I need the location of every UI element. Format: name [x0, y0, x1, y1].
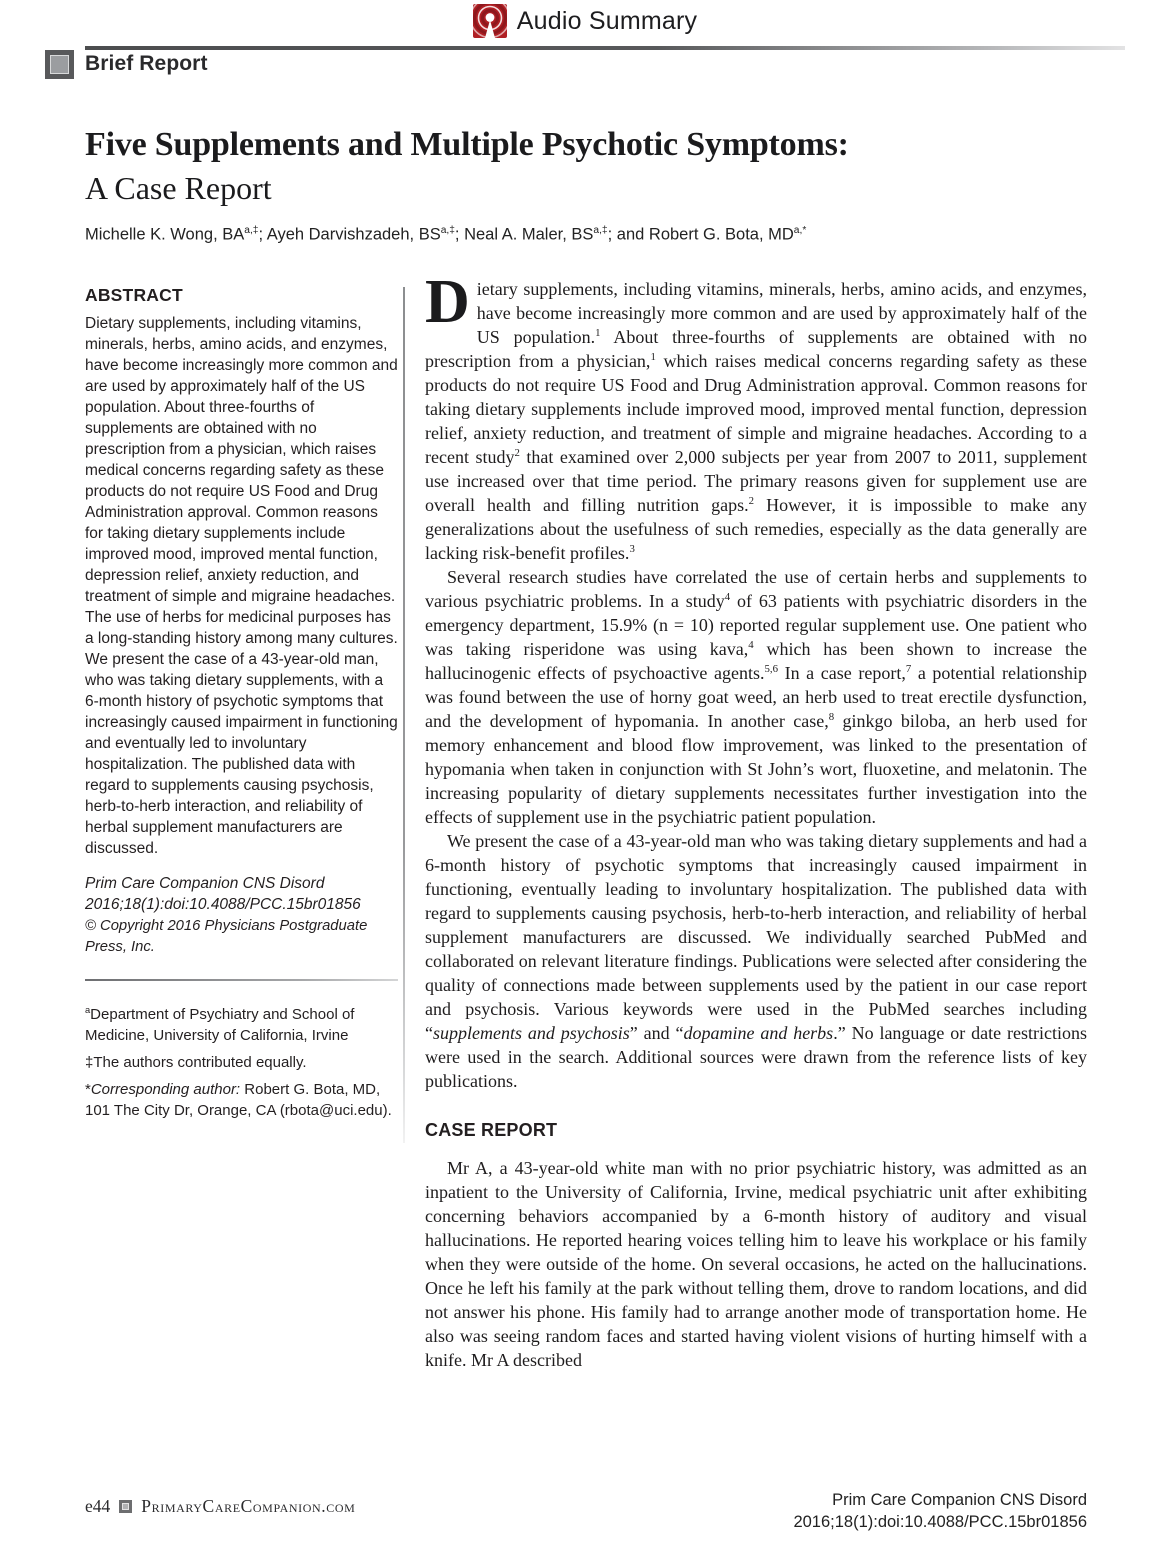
footer-citation [793, 1489, 1087, 1533]
podcast-audio-icon [473, 4, 507, 38]
copyright-line: © Copyright 2016 Physicians Postgraduate Press, Inc. [85, 918, 368, 955]
column-divider [403, 287, 405, 1143]
citation-doi: 2016;18(1):doi:10.4088/PCC.15br01856 [85, 896, 361, 913]
case-report-heading: CASE REPORT [425, 1120, 558, 1140]
abstract-column [85, 285, 398, 1127]
footer-journal-name: Prim Care Companion CNS Disord [832, 1491, 1087, 1509]
footer-journal-doi: 2016;18(1):doi:10.4088/PCC.15br01856 [793, 1513, 1087, 1531]
audio-summary-link[interactable] [0, 4, 1170, 38]
citation-block [85, 873, 398, 958]
footnote-divider [85, 979, 398, 981]
case-report-paragraph: Mr A, a 43-year-old white man with no prior psychiatric history, was admitted as an inpatient to the University of California, Irvine, medical psychiatric unit after exhibiting concerning behaviors accompanied by a 6-month history of auditory and visual hallucinations. He reported hearing voices telling him to leave his workplace or his family when they were outside of the home. On several occasions, he acted on the hallucinations. Once he left his family at the park without telling them, drove to random locations, and did not answer his phone. His family had to arrange another mode of transportation home. He also was seeing random faces and started having violent visions of hurting himself with a knife. Mr A described [425, 1158, 1087, 1370]
footer-square-icon [119, 1500, 132, 1513]
audio-summary-label: Audio Summary [516, 7, 698, 35]
citation-journal: Prim Care Companion CNS Disord [85, 875, 325, 892]
intro-paragraph-text: ietary supplements, including vitamins, minerals, herbs, amino acids, and enzymes, have become increasingly more common and are used by approximately half of the US population.$^1$ About three-fourths of supplements are obtained with no prescription from a physician,$^1$ which raises medical concerns regarding safety as these products do not require US Food and Drug Administration approval. Common reasons for taking dietary supplements include improved mood, improved mental function, depression relief, anxiety reduction, and treatment of simple and migraine headaches. According to a recent study$^2$ that examined over 2,000 subjects per year from 2007 to 2011, supplement use increased over that time period. The primary reasons given for supplement use are overall health and filling nutrition gaps.$^2$ However, it is impossible to make any generalizations about the usefulness of such remedies, especially as the data generally are lacking risk-benefit profiles.$^3$ [425, 279, 1088, 563]
footnote-contribution: ‡The authors contributed equally. [85, 1054, 307, 1071]
brief-report-square-icon [45, 50, 74, 79]
article-subtitle: A Case Report [85, 170, 272, 206]
title-block [85, 124, 1087, 245]
article-title: Five Supplements and Multiple Psychotic Symptoms: [85, 126, 849, 163]
section-rule-bar [85, 46, 1125, 50]
journal-website: PrimaryCareCompanion.com [141, 1496, 356, 1516]
main-text-column [425, 268, 1088, 1372]
methods-paragraph: We present the case of a 43-year-old man who was taking dietary supplements and had a 6-month history of psychotic symptoms that increasingly caused impairment in functioning, eventually leading to involuntary hospitalization. The published data with regard to supplements causing psychosis, herb-to-herb interaction, and reliability of herbal supplement manufacturers are discussed. We individually searched PubMed and collaborated on relevant literature findings. Publications were selected after considering the quality of connections made between supplements used by the patient in our case report and psychosis. Various keywords were used in the PubMed searches including “supplements and psychosis” and “dopamine and herbs.” No language or date restrictions were used in the search. Additional sources were drawn from the reference lists of key publications. [425, 831, 1087, 1091]
footer-left [85, 1496, 355, 1517]
page-number: e44 [85, 1496, 111, 1516]
footnote-affiliation: $^a$Department of Psychiatry and School of Medicine, University of California, Irvine [85, 1005, 355, 1044]
section-label: Brief Report [85, 52, 208, 75]
literature-paragraph: Several research studies have correlated the use of certain herbs and supplements to various psychiatric problems. In a study$^4$ of 63 patients with psychiatric disorders in the emergency department, 15.9% (n = 10) reported regular supplement use. One patient who was taking risperidone was using kava,$^4$ which has been shown to increase the hallucinogenic effects of psychoactive agents.$^{5,6}$ In a case report,$^7$ a potential relationship was found between the use of horny goat weed, an herb used to treat erectile dysfunction, and the development of hypomania. In another case,$^8$ ginkgo biloba, an herb used for memory enhancement and blood flow improvement, was linked to the presentation of hypomania when taken in conjunction with St John’s wort, fluoxetine, and melatonin. The increasing popularity of dietary supplements necessitates further investigation into the effects of supplement use in the psychiatric patient population. [425, 567, 1088, 827]
dropcap-letter: D [425, 268, 470, 336]
authors-line: Michelle K. Wong, $BA^{a,\ddagger}$; Ayeh Darvishzadeh, $BS^{a,\ddagger}$; Neal A. Maler, $BS^{a,\ddagger}$; and Robert G. Bota, $MD^{a,*}$ [85, 225, 807, 244]
abstract-body: Dietary supplements, including vitamins, minerals, herbs, amino acids, and enzymes, have become increasingly more common and are used by approximately half of the US population. About three-fourths of supplements are obtained with no prescription from a physician, which raises medical concerns regarding safety as these products do not require US Food and Drug Administration approval. Common reasons for taking dietary supplements include improved mood, improved mental function, depression relief, anxiety reduction, and treatment of simple and migraine headaches. The use of herbs for medicinal purposes has a long-standing history among many cultures. We present the case of a 43-year-old man, who was taking dietary supplements, with a 6-month history of psychotic symptoms that increasingly caused impairment in functioning and eventually led to involuntary hospitalization. The published data with regard to supplements causing psychosis, herb-to-herb interaction, and reliability of herbal supplement manufacturers are discussed. [85, 315, 398, 857]
abstract-heading: ABSTRACT [85, 285, 183, 305]
footnote-corresponding-author: *Corresponding author: Robert G. Bota, MD, 101 The City Dr, Orange, CA (rbota@uci.edu). [85, 1081, 392, 1119]
footnotes-block [85, 1000, 398, 1121]
intro-paragraph [425, 268, 1088, 565]
